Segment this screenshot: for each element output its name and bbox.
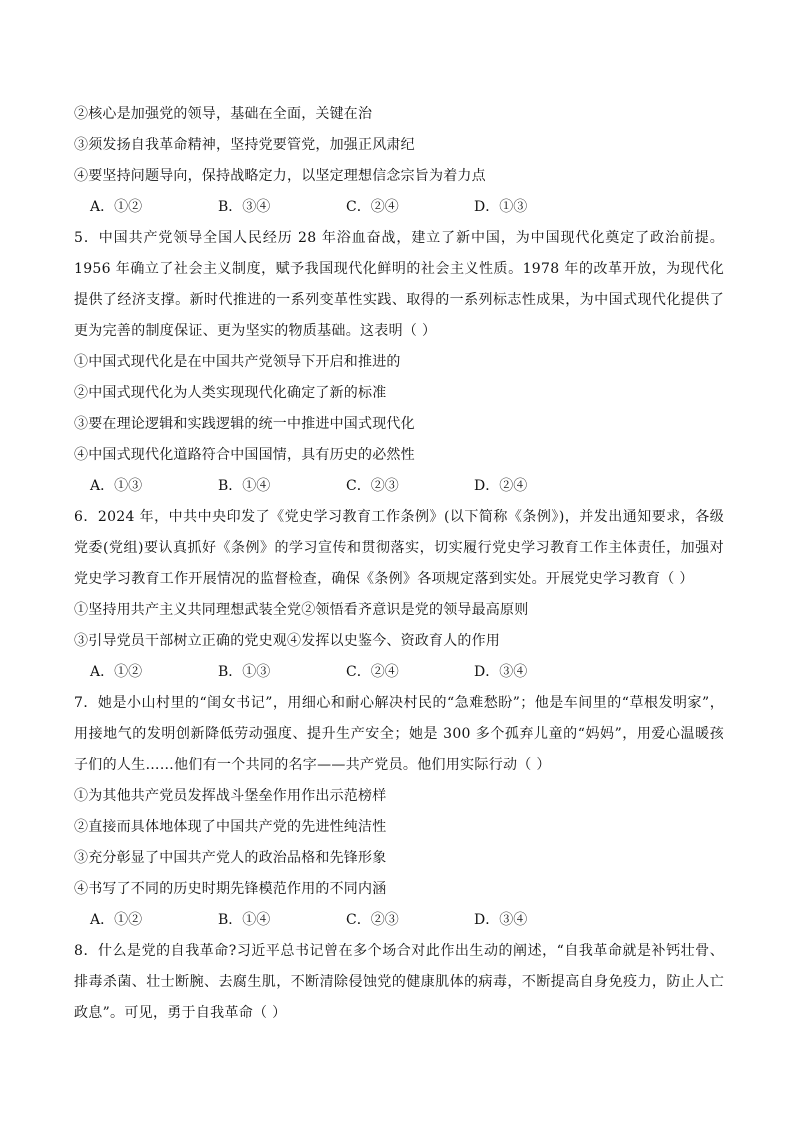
option-line: ③须发扬自我革命精神，坚持党要管党，加强正风肃纪 (74, 137, 415, 153)
answer-choices (74, 471, 724, 502)
option-line: ③要在理论逻辑和实践逻辑的统一中推进中国式现代化 (74, 416, 415, 432)
answer-choices (74, 905, 724, 936)
choice-b: B．①④ (218, 478, 271, 494)
option-line: ①坚持用共产主义共同理想武装全党②领悟看齐意识是党的领导最高原则 (74, 602, 529, 618)
question-7-stem: 7．她是小山村里的“闺女书记”，用细心和耐心解决村民的“急难愁盼”；他是车间里的“草根发明家”，用接地气的发明创新降低劳动强度、提升生产安全；她是 300 多个孤弃儿童的“妈妈”，用爱心温暖孩子们的人生……他们有一个共同的名字——共产党员。他们用实际行动（ ） (74, 695, 724, 773)
choice-c: C．②③ (346, 478, 399, 494)
question-5-stem: 5．中国共产党领导全国人民经历 28 年浴血奋战，建立了新中国，为中国现代化奠定了政治前提。1956 年确立了社会主义制度，赋予我国现代化鲜明的社会主义性质。1978 年的改革开放，为现代化提供了经济支撑。新时代推进的一系列变革性实践、取得的一系列标志性成果，为中国式现代化提供了更为完善的制度保证、更为坚实的物质基础。这表明（ ） (74, 230, 724, 339)
option-line: ③充分彰显了中国共产党人的政治品格和先锋形象 (74, 850, 387, 866)
question-content (74, 99, 724, 1029)
option-line: ②核心是加强党的领导，基础在全面，关键在治 (74, 106, 373, 122)
option-line: ②中国式现代化为人类实现现代化确定了新的标准 (74, 385, 387, 401)
answer-choices (74, 192, 724, 223)
choice-b: B．③④ (218, 199, 271, 215)
choice-c: C．②④ (346, 199, 399, 215)
choice-c: C．②③ (346, 912, 399, 928)
choice-d: D．③④ (474, 664, 528, 680)
choice-a: A．①② (90, 199, 143, 215)
choice-d: D．③④ (474, 912, 528, 928)
option-line: ①中国式现代化是在中国共产党领导下开启和推进的 (74, 354, 401, 370)
option-line: ②直接而具体地体现了中国共产党的先进性纯洁性 (74, 819, 387, 835)
choice-a: A．①② (90, 664, 143, 680)
option-line: ③引导党员干部树立正确的党史观④发挥以史鉴今、资政育人的作用 (74, 633, 500, 649)
option-line: ④中国式现代化道路符合中国国情，具有历史的必然性 (74, 447, 415, 463)
choice-a: A．①③ (90, 478, 143, 494)
choice-d: D．②④ (474, 478, 528, 494)
choice-c: C．②④ (346, 664, 399, 680)
answer-choices (74, 657, 724, 688)
choice-b: B．①③ (218, 664, 271, 680)
option-line: ①为其他共产党员发挥战斗堡垒作用作出示范榜样 (74, 788, 387, 804)
question-6-stem: 6．2024 年，中共中央印发了《党史学习教育工作条例》(以下简称《条例》)，并发出通知要求，各级党委(党组)要认真抓好《条例》的学习宣传和贯彻落实，切实履行党史学习教育工作主体责任，加强对党史学习教育工作开展情况的监督检查，确保《条例》各项规定落到实处。开展党史学习教育（ ） (74, 509, 724, 587)
option-line: ④要坚持问题导向，保持战略定力，以坚定理想信念宗旨为着力点 (74, 168, 486, 184)
question-8-stem: 8．什么是党的自我革命?习近平总书记曾在多个场合对此作出生动的阐述，“自我革命就是补钙壮骨、排毒杀菌、壮士断腕、去腐生肌，不断清除侵蚀党的健康肌体的病毒，不断提高自身免疫力，防止人亡政息”。可见，勇于自我革命（ ） (74, 943, 724, 1021)
option-line: ④书写了不同的历史时期先锋模范作用的不同内涵 (74, 881, 387, 897)
choice-b: B．①④ (218, 912, 271, 928)
choice-a: A．①② (90, 912, 143, 928)
choice-d: D．①③ (474, 199, 528, 215)
